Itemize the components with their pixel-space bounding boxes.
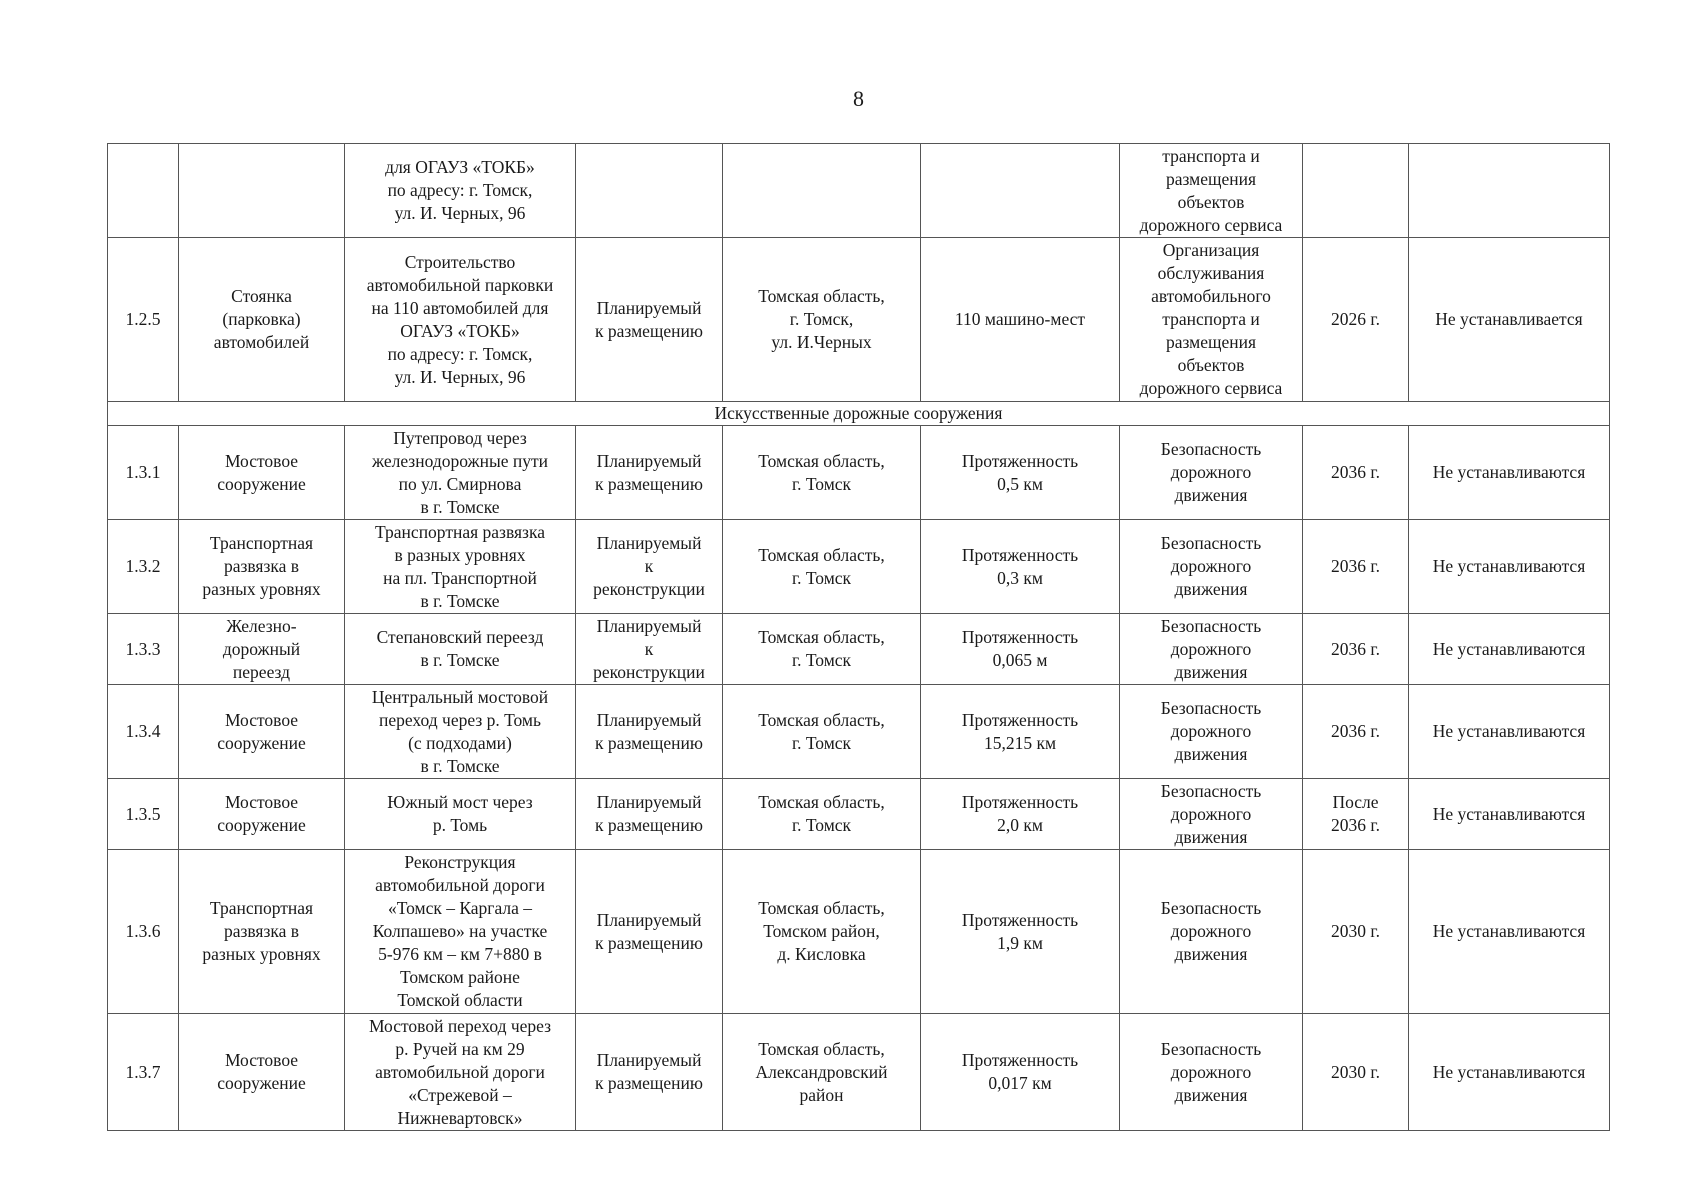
year-cell bbox=[1303, 144, 1409, 238]
object-name-cell bbox=[345, 144, 576, 238]
cell-line: развязка в bbox=[223, 921, 300, 941]
object-type-cell bbox=[179, 850, 345, 1014]
year-cell bbox=[1303, 520, 1409, 614]
objects-table bbox=[107, 143, 1610, 1131]
cell-line: в разных уровнях bbox=[394, 544, 526, 565]
characteristic-cell bbox=[921, 520, 1120, 614]
cell-line: дорожного bbox=[1170, 921, 1252, 941]
cell-line: к размещению bbox=[595, 1073, 703, 1093]
cell-line: развязка в bbox=[223, 556, 300, 576]
cell-line: Не устанавливаются bbox=[1432, 721, 1586, 741]
item-number-cell: 1.2.5 bbox=[108, 238, 179, 402]
cell-line: в г. Томске bbox=[420, 496, 500, 517]
cell-line: Строительство bbox=[404, 251, 516, 272]
cell-line: на 110 автомобилей для bbox=[371, 297, 549, 318]
cell-line: Не устанавливаются bbox=[1432, 462, 1586, 482]
status-cell bbox=[576, 144, 723, 238]
cell-line: Не устанавливаются bbox=[1432, 638, 1586, 659]
cell-line: автомобильной дороги bbox=[375, 875, 545, 895]
object-type-cell bbox=[179, 144, 345, 238]
cell-line: Не устанавливаются bbox=[1432, 1061, 1586, 1082]
cell-line: «Стрежевой – bbox=[408, 1084, 512, 1105]
cell-line: объектов bbox=[1177, 355, 1245, 375]
object-name-cell bbox=[345, 238, 576, 402]
cell-line: Планируемый bbox=[596, 792, 702, 812]
cell-line: по адресу: г. Томск, bbox=[387, 343, 533, 364]
cell-line: реконструкции bbox=[593, 661, 705, 682]
table-row bbox=[108, 426, 1610, 520]
cell-line: к размещению bbox=[595, 732, 703, 753]
object-type-cell bbox=[179, 685, 345, 779]
cell-line: на пл. Транспортной bbox=[383, 567, 537, 588]
object-type-cell bbox=[179, 520, 345, 614]
cell-line: сооружение bbox=[217, 1073, 306, 1093]
cell-line: Планируемый bbox=[596, 615, 702, 636]
cell-line: разных уровнях bbox=[202, 579, 321, 599]
cell-line: дорожного сервиса bbox=[1139, 214, 1283, 235]
cell-line: объектов bbox=[1177, 191, 1245, 212]
cell-line: Транспортная развязка bbox=[375, 521, 545, 542]
cell-line: Александровский bbox=[755, 1061, 888, 1082]
location-cell bbox=[723, 426, 921, 520]
cell-line: Протяженность bbox=[961, 792, 1079, 812]
cell-line: Протяженность bbox=[961, 627, 1079, 647]
cell-line: Безопасность bbox=[1160, 615, 1262, 636]
table-row bbox=[108, 1014, 1610, 1131]
section-row bbox=[108, 402, 1610, 426]
cell-line: Безопасность bbox=[1160, 533, 1262, 553]
year-cell bbox=[1303, 685, 1409, 779]
cell-line: Томская область, bbox=[758, 286, 885, 306]
cell-line: Планируемый bbox=[596, 297, 702, 318]
cell-line: Томская область, bbox=[758, 544, 885, 565]
item-number-cell: 1.3.6 bbox=[108, 850, 179, 1014]
cell-line: Томская область, bbox=[758, 709, 885, 730]
cell-line: г. Томск bbox=[791, 815, 852, 835]
location-cell bbox=[723, 614, 921, 685]
cell-line: по адресу: г. Томск, bbox=[387, 180, 533, 200]
cell-line: дорожного bbox=[1170, 1061, 1252, 1082]
cell-line: Нижневартовск» bbox=[397, 1107, 523, 1128]
cell-line: Томская область, bbox=[758, 1038, 885, 1059]
status-cell bbox=[576, 779, 723, 850]
cell-line: г. Томск bbox=[791, 567, 852, 588]
cell-line: Безопасность bbox=[1160, 780, 1262, 801]
page-number: 8 bbox=[853, 86, 864, 111]
cell-line: в г. Томске bbox=[420, 590, 500, 611]
zone-cell bbox=[1409, 426, 1610, 520]
cell-line: движения bbox=[1174, 826, 1248, 847]
cell-line: автомобильного bbox=[1151, 286, 1271, 306]
purpose-cell bbox=[1120, 850, 1303, 1014]
cell-line: Железно- bbox=[226, 615, 297, 636]
cell-line: Путепровод через bbox=[393, 427, 527, 448]
year-cell bbox=[1303, 850, 1409, 1014]
purpose-cell bbox=[1120, 144, 1303, 238]
item-number-cell: 1.3.5 bbox=[108, 779, 179, 850]
cell-line: транспорта и bbox=[1162, 145, 1260, 166]
cell-line: движения bbox=[1174, 579, 1248, 599]
cell-line: обслуживания bbox=[1157, 263, 1265, 283]
cell-line: к размещению bbox=[595, 473, 703, 494]
cell-line: ул. И. Черных, 96 bbox=[394, 366, 526, 387]
cell-line: Томская область, bbox=[758, 450, 885, 471]
cell-line: по ул. Смирнова bbox=[398, 473, 522, 494]
cell-line: 110 машино-мест bbox=[954, 309, 1086, 329]
table-row bbox=[108, 779, 1610, 850]
cell-line: для ОГАУЗ «ТОКБ» bbox=[385, 157, 535, 177]
location-cell bbox=[723, 238, 921, 402]
purpose-cell bbox=[1120, 614, 1303, 685]
cell-line: 2030 г. bbox=[1331, 921, 1380, 941]
cell-line: 15,215 км bbox=[983, 732, 1057, 753]
location-cell bbox=[723, 1014, 921, 1131]
item-number-cell bbox=[108, 144, 179, 238]
cell-line: район bbox=[799, 1084, 844, 1105]
cell-line: Не устанавливается bbox=[1435, 309, 1583, 329]
object-name-cell bbox=[345, 779, 576, 850]
cell-line: Протяженность bbox=[961, 909, 1079, 930]
table-row bbox=[108, 238, 1610, 402]
cell-line: Планируемый bbox=[596, 1050, 702, 1070]
cell-line: движения bbox=[1174, 661, 1248, 682]
cell-line: сооружение bbox=[217, 732, 306, 753]
cell-line: Южный мост через bbox=[387, 792, 533, 812]
cell-line: Планируемый bbox=[596, 709, 702, 730]
object-type-cell bbox=[179, 1014, 345, 1131]
cell-line: Планируемый bbox=[596, 533, 702, 553]
zone-cell bbox=[1409, 850, 1610, 1014]
item-number-cell: 1.3.4 bbox=[108, 685, 179, 779]
cell-line: размещения bbox=[1165, 168, 1257, 189]
cell-line: реконструкции bbox=[593, 579, 705, 599]
year-cell bbox=[1303, 426, 1409, 520]
location-cell bbox=[723, 850, 921, 1014]
purpose-cell bbox=[1120, 238, 1303, 402]
cell-line: Безопасность bbox=[1160, 898, 1262, 918]
cell-line: р. Томь bbox=[432, 815, 488, 835]
zone-cell bbox=[1409, 520, 1610, 614]
cell-line: Томской области bbox=[397, 990, 523, 1010]
cell-line: дорожный bbox=[222, 638, 301, 659]
cell-line: дорожного bbox=[1170, 803, 1252, 824]
cell-line: сооружение bbox=[217, 473, 306, 494]
zone-cell bbox=[1409, 1014, 1610, 1131]
cell-line: Организация bbox=[1162, 240, 1260, 260]
item-number-cell: 1.3.2 bbox=[108, 520, 179, 614]
cell-line: движения bbox=[1174, 744, 1248, 764]
cell-line: После bbox=[1332, 792, 1379, 812]
table-row bbox=[108, 685, 1610, 779]
object-name-cell bbox=[345, 685, 576, 779]
cell-line: 2036 г. bbox=[1331, 556, 1380, 576]
cell-line: переход через р. Томь bbox=[379, 709, 541, 730]
zone-cell bbox=[1409, 779, 1610, 850]
cell-line: Планируемый bbox=[596, 450, 702, 471]
zone-cell bbox=[1409, 144, 1610, 238]
cell-line: дорожного bbox=[1170, 638, 1252, 659]
characteristic-cell bbox=[921, 238, 1120, 402]
cell-line: к размещению bbox=[595, 932, 703, 953]
cell-line: автомобильной парковки bbox=[366, 274, 554, 295]
cell-line: «Томск – Каргала – bbox=[387, 898, 533, 918]
cell-line: движения bbox=[1174, 485, 1248, 505]
characteristic-cell bbox=[921, 685, 1120, 779]
cell-line: г. Томск, bbox=[789, 309, 854, 329]
cell-line: Безопасность bbox=[1160, 439, 1262, 459]
cell-line: Протяженность bbox=[961, 709, 1079, 730]
cell-line: к размещению bbox=[595, 320, 703, 341]
cell-line: Мостовое bbox=[224, 709, 299, 730]
cell-line: д. Кисловка bbox=[777, 944, 866, 964]
cell-line: 2030 г. bbox=[1331, 1061, 1380, 1082]
cell-line: движения bbox=[1174, 944, 1248, 964]
cell-line: к размещению bbox=[595, 815, 703, 835]
cell-line: Томская область, bbox=[758, 792, 885, 812]
status-cell bbox=[576, 850, 723, 1014]
cell-line: Протяженность bbox=[961, 450, 1079, 471]
cell-line: Томская область, bbox=[758, 627, 885, 647]
table-row bbox=[108, 850, 1610, 1014]
cell-line: (парковка) bbox=[222, 309, 301, 329]
cell-line: 0,5 км bbox=[997, 473, 1043, 494]
purpose-cell bbox=[1120, 520, 1303, 614]
cell-line: 2036 г. bbox=[1331, 462, 1380, 482]
cell-line: р. Ручей на км 29 bbox=[395, 1038, 525, 1059]
cell-line: Колпашево» на участке bbox=[372, 921, 548, 941]
cell-line: Томская область, bbox=[758, 898, 885, 918]
cell-line: Безопасность bbox=[1160, 698, 1262, 718]
cell-line: ул. И.Черных bbox=[771, 332, 872, 352]
status-cell bbox=[576, 614, 723, 685]
cell-line: г. Томск bbox=[791, 732, 852, 753]
table-row bbox=[108, 614, 1610, 685]
object-name-cell bbox=[345, 1014, 576, 1131]
section-heading: Искусственные дорожные сооружения bbox=[108, 402, 1610, 426]
item-number-cell: 1.3.1 bbox=[108, 426, 179, 520]
cell-line: переезд bbox=[232, 661, 291, 682]
cell-line: 0,3 км bbox=[997, 567, 1043, 588]
status-cell bbox=[576, 520, 723, 614]
location-cell bbox=[723, 520, 921, 614]
cell-line: г. Томск bbox=[791, 473, 852, 494]
characteristic-cell bbox=[921, 1014, 1120, 1131]
location-cell bbox=[723, 144, 921, 238]
object-type-cell bbox=[179, 238, 345, 402]
cell-line: в г. Томске bbox=[420, 650, 500, 670]
characteristic-cell bbox=[921, 614, 1120, 685]
cell-line: дорожного bbox=[1170, 721, 1252, 741]
characteristic-cell bbox=[921, 144, 1120, 238]
object-name-cell bbox=[345, 614, 576, 685]
zone-cell bbox=[1409, 238, 1610, 402]
table-row bbox=[108, 144, 1610, 238]
cell-line: Транспортная bbox=[209, 533, 314, 553]
object-name-cell bbox=[345, 426, 576, 520]
cell-line: размещения bbox=[1165, 332, 1257, 352]
cell-line: г. Томск bbox=[791, 650, 852, 670]
cell-line: Степановский переезд bbox=[376, 627, 544, 647]
year-cell bbox=[1303, 779, 1409, 850]
object-type-cell bbox=[179, 614, 345, 685]
cell-line: Не устанавливаются bbox=[1432, 556, 1586, 576]
cell-line: к bbox=[644, 556, 654, 576]
status-cell bbox=[576, 426, 723, 520]
cell-line: автомобилей bbox=[213, 332, 310, 352]
cell-line: дорожного сервиса bbox=[1139, 378, 1283, 398]
cell-line: ОГАУЗ «ТОКБ» bbox=[400, 320, 520, 341]
cell-line: Транспортная bbox=[209, 898, 314, 918]
cell-line: Безопасность bbox=[1160, 1038, 1262, 1059]
cell-line: 2036 г. bbox=[1331, 638, 1380, 659]
cell-line: Томском районе bbox=[400, 967, 520, 987]
cell-line: дорожного bbox=[1170, 462, 1252, 482]
zone-cell bbox=[1409, 685, 1610, 779]
cell-line: Стоянка bbox=[231, 286, 292, 306]
cell-line: (с подходами) bbox=[408, 732, 512, 753]
cell-line: движения bbox=[1174, 1084, 1248, 1105]
cell-line: Мостовое bbox=[224, 792, 299, 812]
cell-line: ул. И. Черных, 96 bbox=[394, 203, 526, 223]
cell-line: Томском район, bbox=[763, 921, 880, 941]
cell-line: 0,065 м bbox=[992, 650, 1048, 670]
cell-line: Не устанавливаются bbox=[1432, 921, 1586, 941]
status-cell bbox=[576, 685, 723, 779]
purpose-cell bbox=[1120, 1014, 1303, 1131]
item-number-cell: 1.3.7 bbox=[108, 1014, 179, 1131]
object-type-cell bbox=[179, 426, 345, 520]
characteristic-cell bbox=[921, 779, 1120, 850]
cell-line: Реконструкция bbox=[404, 852, 516, 872]
cell-line: Мостовой переход через bbox=[368, 1015, 552, 1036]
location-cell bbox=[723, 685, 921, 779]
cell-line: 2036 г. bbox=[1331, 815, 1380, 835]
object-name-cell bbox=[345, 850, 576, 1014]
cell-line: к bbox=[644, 638, 654, 659]
cell-line: сооружение bbox=[217, 815, 306, 835]
cell-line: 2,0 км bbox=[997, 815, 1043, 835]
object-type-cell bbox=[179, 779, 345, 850]
table-row bbox=[108, 520, 1610, 614]
cell-line: Протяженность bbox=[961, 1050, 1079, 1070]
cell-line: дорожного bbox=[1170, 556, 1252, 576]
cell-line: 1,9 км bbox=[997, 932, 1043, 953]
purpose-cell bbox=[1120, 426, 1303, 520]
year-cell bbox=[1303, 1014, 1409, 1131]
cell-line: Протяженность bbox=[961, 544, 1079, 565]
cell-line: 0,017 км bbox=[988, 1073, 1052, 1093]
location-cell bbox=[723, 779, 921, 850]
cell-line: разных уровнях bbox=[202, 944, 321, 964]
cell-line: Мостовое bbox=[224, 450, 299, 471]
cell-line: 2036 г. bbox=[1331, 721, 1380, 741]
item-number-cell: 1.3.3 bbox=[108, 614, 179, 685]
cell-line: транспорта и bbox=[1162, 309, 1260, 329]
cell-line: в г. Томске bbox=[420, 755, 500, 776]
object-name-cell bbox=[345, 520, 576, 614]
cell-line: 2026 г. bbox=[1331, 309, 1380, 329]
purpose-cell bbox=[1120, 685, 1303, 779]
cell-line: Мостовое bbox=[224, 1050, 299, 1070]
cell-line: Планируемый bbox=[596, 909, 702, 930]
characteristic-cell bbox=[921, 426, 1120, 520]
cell-line: автомобильной дороги bbox=[375, 1061, 545, 1082]
cell-line: 5-976 км – км 7+880 в bbox=[378, 944, 542, 964]
purpose-cell bbox=[1120, 779, 1303, 850]
status-cell bbox=[576, 238, 723, 402]
cell-line: железнодорожные пути bbox=[371, 450, 549, 471]
year-cell bbox=[1303, 614, 1409, 685]
cell-line: Не устанавливаются bbox=[1432, 803, 1586, 824]
status-cell bbox=[576, 1014, 723, 1131]
characteristic-cell bbox=[921, 850, 1120, 1014]
year-cell bbox=[1303, 238, 1409, 402]
cell-line: Центральный мостовой bbox=[371, 686, 549, 707]
zone-cell bbox=[1409, 614, 1610, 685]
